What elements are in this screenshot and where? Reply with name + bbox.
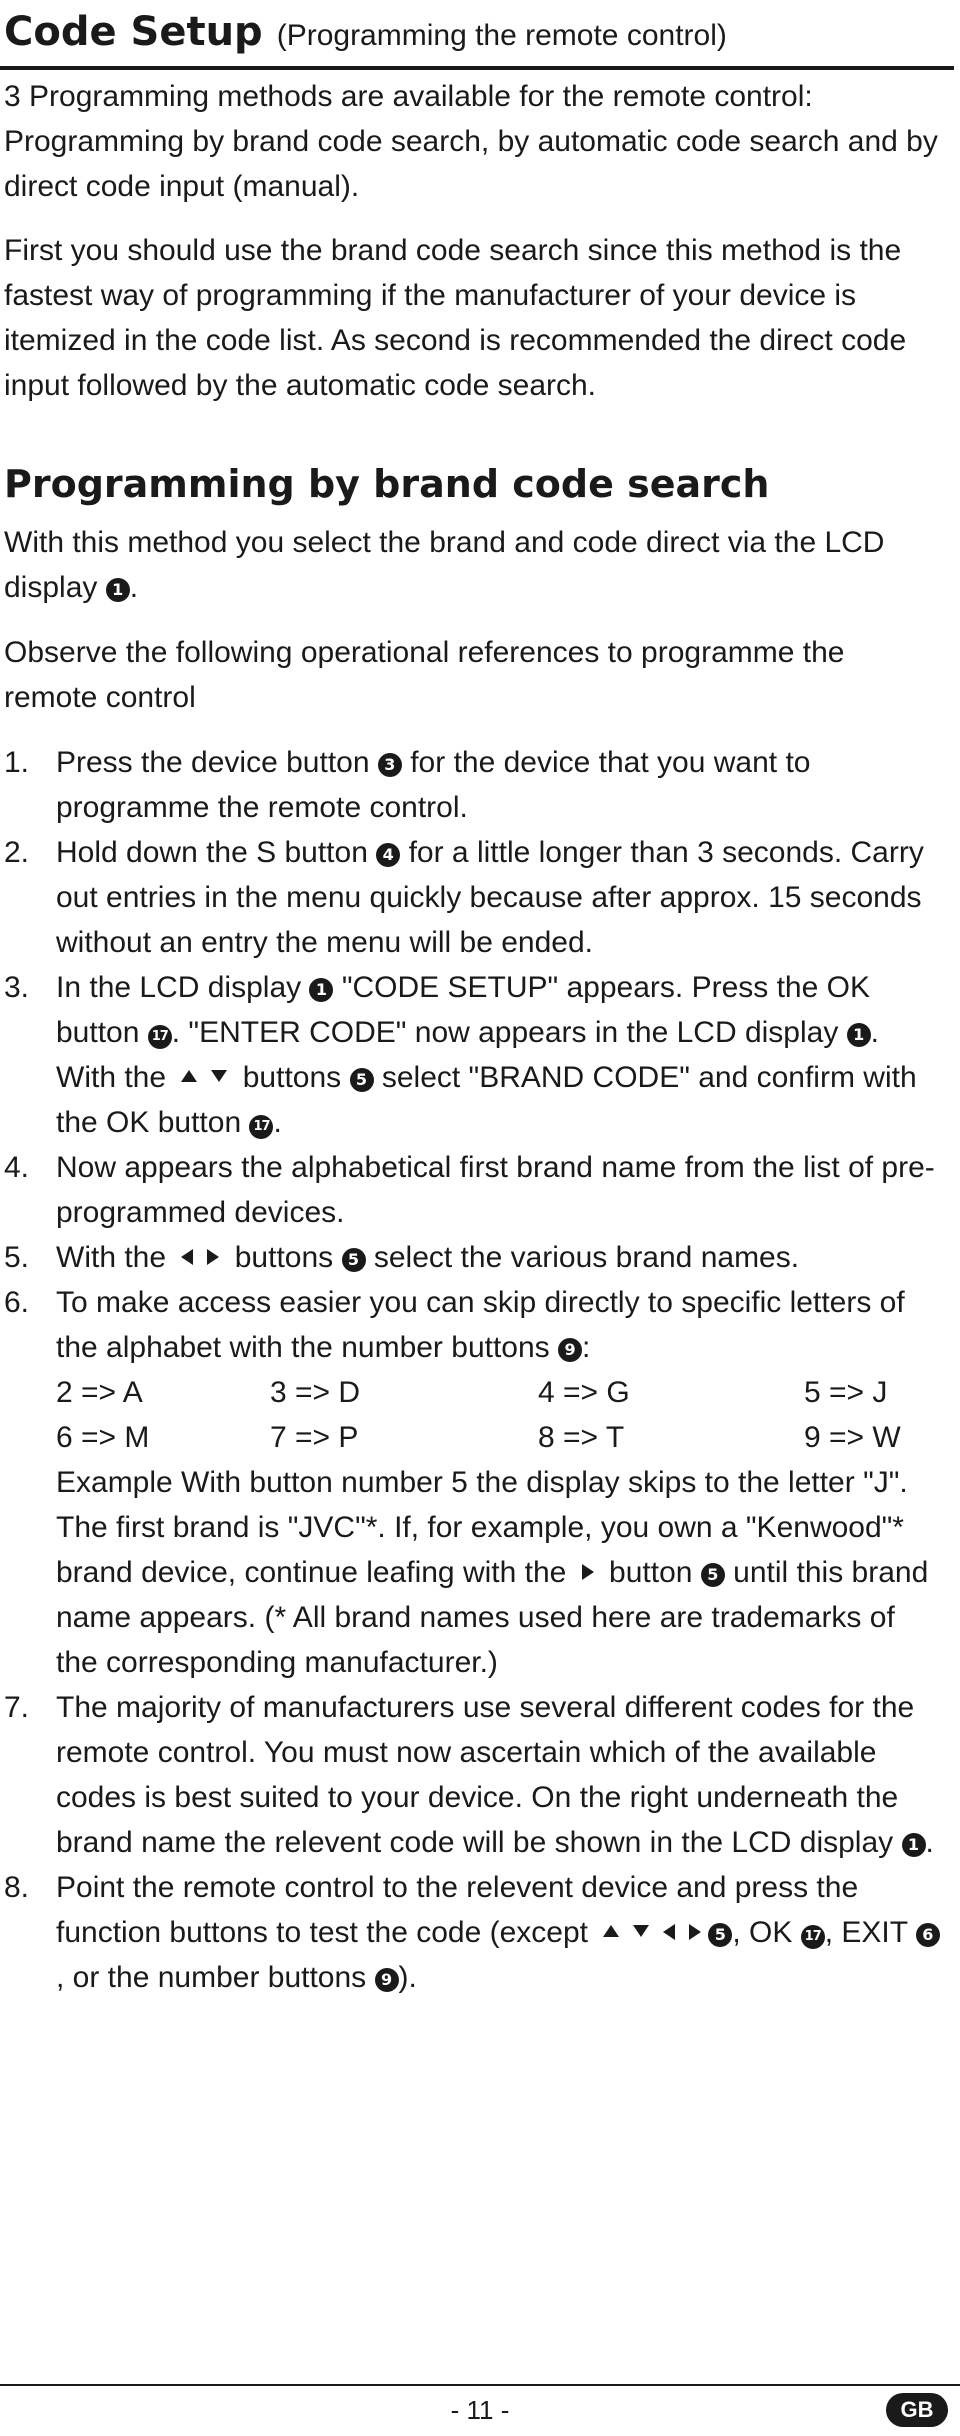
step-text: buttons — [242, 1061, 342, 1094]
step-number: 7. — [4, 1691, 30, 1724]
step-text: Hold down the S button — [56, 836, 368, 869]
step-text: Point the remote control to the relevent device and press the function buttons to test the code (except — [56, 1871, 859, 1949]
circled-number-icon: 5 — [701, 1563, 725, 1587]
letter-map-entry: 5 => J — [804, 1376, 888, 1409]
letter-map-entry: 7 => P — [270, 1421, 359, 1454]
circled-number-icon: 1 — [309, 978, 333, 1002]
step-text: "CODE SETUP" appears. Press the OK button — [56, 971, 870, 1049]
circled-number-icon: 4 — [376, 843, 400, 867]
letter-map-entry: 2 => A — [56, 1376, 143, 1409]
step-text: . — [925, 1826, 934, 1859]
letter-map-entry: 8 => T — [538, 1421, 625, 1454]
steps-list — [4, 740, 944, 2000]
letter-map-entry: 4 => G — [538, 1376, 630, 1409]
step-text: . — [273, 1106, 282, 1139]
circled-number-icon: 9 — [558, 1338, 582, 1362]
list-item — [4, 1235, 944, 1280]
step-text: With the — [56, 1241, 167, 1274]
list-item — [4, 965, 944, 1145]
section-paragraph-2: Observe the following operational references to programme the remote control — [4, 636, 845, 714]
circled-number-icon: 5 — [350, 1068, 374, 1092]
page-header — [4, 6, 954, 58]
arrow-down-icon — [633, 1925, 649, 1937]
circled-number-icon: 3 — [378, 753, 402, 777]
step-text: ). — [398, 1961, 417, 1994]
step-text: The majority of manufacturers use several different codes for the remote control. You must now ascertain which of the available codes is best suited to your device. On the right underneath the brand name the relevent code will be shown in the LCD display — [56, 1691, 915, 1859]
footer-divider — [0, 2384, 960, 2386]
step-text: Example With button number 5 the display skips to the letter "J". The first brand is "JVC"*. If, for example, you own a "Kenwood"* brand device, continue leafing with the — [56, 1466, 908, 1589]
section-text: With this method you select the brand and code direct via the LCD display — [4, 526, 885, 604]
step-text: . "ENTER CODE" now appears in the LCD display — [171, 1016, 839, 1049]
step-text: , EXIT — [824, 1916, 908, 1949]
step-number: 1. — [4, 746, 30, 779]
list-item — [4, 1685, 944, 1865]
list-item — [4, 1865, 944, 2000]
section-text: . — [129, 571, 139, 604]
arrow-up-icon — [181, 1070, 197, 1082]
step-text: button — [609, 1556, 693, 1589]
page-subtitle: (Programming the remote control) — [276, 19, 727, 52]
step-text: Press the device button — [56, 746, 370, 779]
step-text: until this brand name appears. (* All brand names used here are trademarks of the corresponding manufacturer.) — [56, 1556, 929, 1679]
circled-number-icon: 6 — [916, 1923, 940, 1947]
letter-map-entry: 9 => W — [804, 1421, 901, 1454]
step-number: 4. — [4, 1151, 30, 1184]
page-number: - 11 - — [450, 2395, 510, 2425]
arrow-right-icon — [207, 1249, 219, 1265]
header-divider — [0, 66, 954, 70]
step-number: 8. — [4, 1871, 30, 1904]
step-number: 3. — [4, 971, 30, 1004]
arrow-left-icon — [663, 1924, 675, 1940]
language-badge: GB — [886, 2393, 948, 2427]
list-item — [4, 830, 944, 965]
step-text: . With the — [56, 1016, 880, 1094]
section-heading: Programming by brand code search — [4, 462, 770, 506]
page-title: Code Setup — [4, 9, 263, 55]
circled-number-icon: 1 — [106, 578, 130, 602]
circled-number-icon: 17 — [801, 1925, 825, 1949]
circled-number-icon: 9 — [375, 1968, 399, 1992]
step-text: In the LCD display — [56, 971, 302, 1004]
circled-number-icon: 1 — [847, 1023, 871, 1047]
circled-number-icon: 1 — [902, 1833, 926, 1857]
step-number: 6. — [4, 1286, 30, 1319]
step-text: Now appears the alphabetical first brand name from the list of pre-programmed devices. — [56, 1151, 935, 1229]
circled-number-icon: 17 — [148, 1025, 172, 1049]
step-text: To make access easier you can skip directly to specific letters of the alphabet with the number buttons — [56, 1286, 905, 1364]
step-number: 5. — [4, 1241, 30, 1274]
intro-paragraph-1: 3 Programming methods are available for the remote control: Programming by brand code search, by automatic code search and by direct code input (manual). — [4, 80, 938, 203]
arrow-down-icon — [211, 1070, 227, 1082]
step-text: buttons — [234, 1241, 334, 1274]
circled-number-icon: 17 — [249, 1115, 273, 1139]
letter-map-entry: 6 => M — [56, 1421, 150, 1454]
arrow-left-icon — [181, 1249, 193, 1265]
arrow-right-icon — [689, 1924, 701, 1940]
step-text: for a little longer than 3 seconds. Carry out entries in the menu quickly because after approx. 15 seconds without an entry the menu will be ended. — [56, 836, 924, 959]
letter-map-grid — [56, 1370, 944, 1460]
step-text: : — [582, 1331, 591, 1364]
step-text: for the device that you want to programme the remote control. — [56, 746, 811, 824]
step-number: 2. — [4, 836, 30, 869]
circled-number-icon: 5 — [708, 1923, 732, 1947]
letter-map-entry: 3 => D — [270, 1376, 361, 1409]
list-item — [4, 1280, 944, 1685]
step-text: select "BRAND CODE" and confirm with the OK button — [56, 1061, 917, 1139]
list-item — [4, 740, 944, 830]
step-text: select the various brand names. — [373, 1241, 800, 1274]
step-text: , OK — [732, 1916, 793, 1949]
example-paragraph — [56, 1460, 944, 1685]
intro-paragraph-2: First you should use the brand code search since this method is the fastest way of programming if the manufacturer of your device is itemized in the code list. As second is recommended the direct code input followed by the automatic code search. — [4, 234, 907, 402]
list-item — [4, 1145, 944, 1235]
step-text: , or the number buttons — [56, 1961, 367, 1994]
arrow-up-icon — [603, 1925, 619, 1937]
circled-number-icon: 5 — [342, 1248, 366, 1272]
arrow-right-icon — [582, 1564, 594, 1580]
section-paragraph-1 — [4, 520, 944, 610]
